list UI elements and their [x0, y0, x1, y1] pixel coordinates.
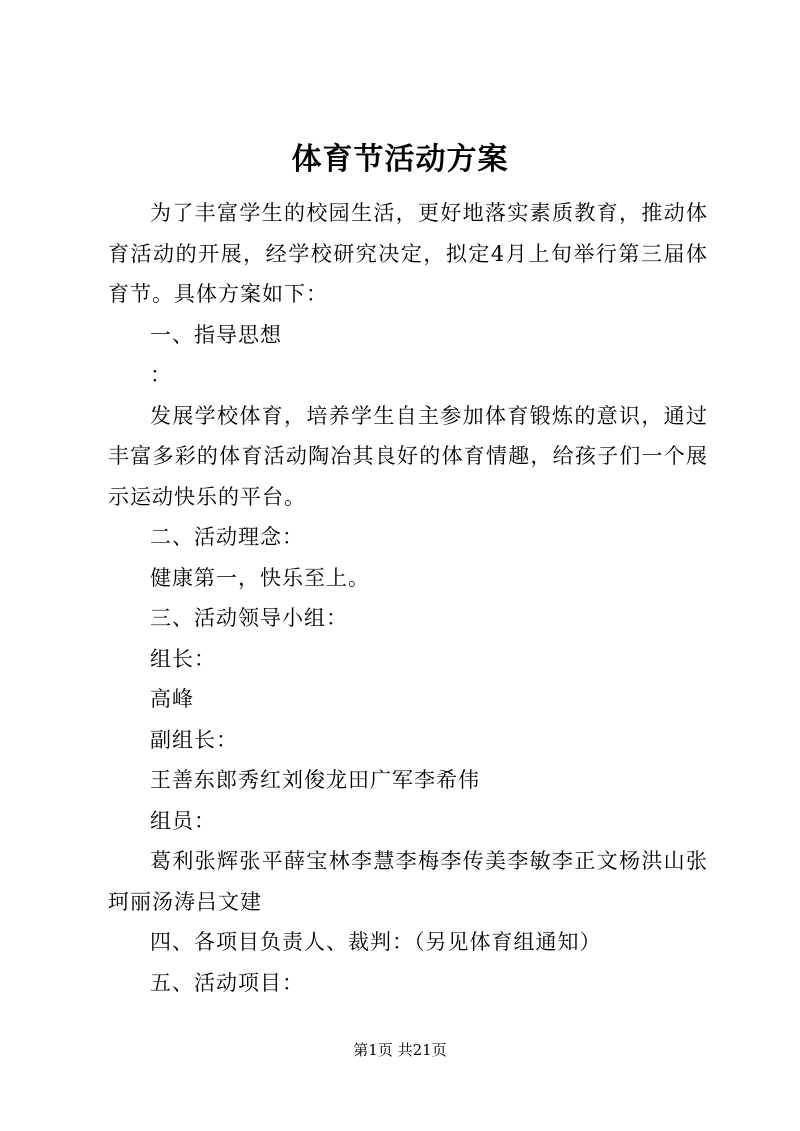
deputy-leader-label: 副组长： — [150, 727, 238, 752]
section-heading-activity-items: 五、活动项目： — [150, 970, 304, 995]
section-heading-guiding-thought: 一、指导思想 — [150, 322, 282, 347]
colon-line: ： — [150, 363, 172, 387]
members-names: 葛利张辉张平薛宝林李慧李梅李传美李敏李正文杨洪山张珂丽汤涛吕文建 — [108, 849, 708, 914]
document-body — [108, 193, 708, 1003]
group-leader-label: 组长： — [150, 646, 216, 671]
group-leader-name: 高峰 — [150, 687, 194, 711]
members-label: 组员： — [150, 808, 216, 833]
page-footer: 第1页 共21页 — [353, 1041, 447, 1059]
section-heading-project-leads: 四、各项目负责人、裁判：（另见体育组通知） — [150, 930, 602, 954]
activity-concept-text: 健康第一，快乐至上。 — [150, 565, 370, 590]
section-heading-leadership-group: 三、活动领导小组： — [150, 606, 348, 630]
document-title: 体育节活动方案 — [291, 142, 509, 177]
deputy-leader-names: 王善东郎秀红刘俊龙田广军李希伟 — [150, 768, 480, 792]
intro-paragraph: 为了丰富学生的校园生活，更好地落实素质教育，推动体育活动的开展，经学校研究决定，拟定4月上旬举行第三届体育节。具体方案如下： — [108, 201, 708, 306]
guiding-thought-paragraph: 发展学校体育，培养学生自主参加体育锻炼的意识，通过丰富多彩的体育活动陶冶其良好的体育情趣，给孩子们一个展示运动快乐的平台。 — [108, 403, 708, 509]
section-heading-activity-concept: 二、活动理念： — [150, 525, 304, 549]
